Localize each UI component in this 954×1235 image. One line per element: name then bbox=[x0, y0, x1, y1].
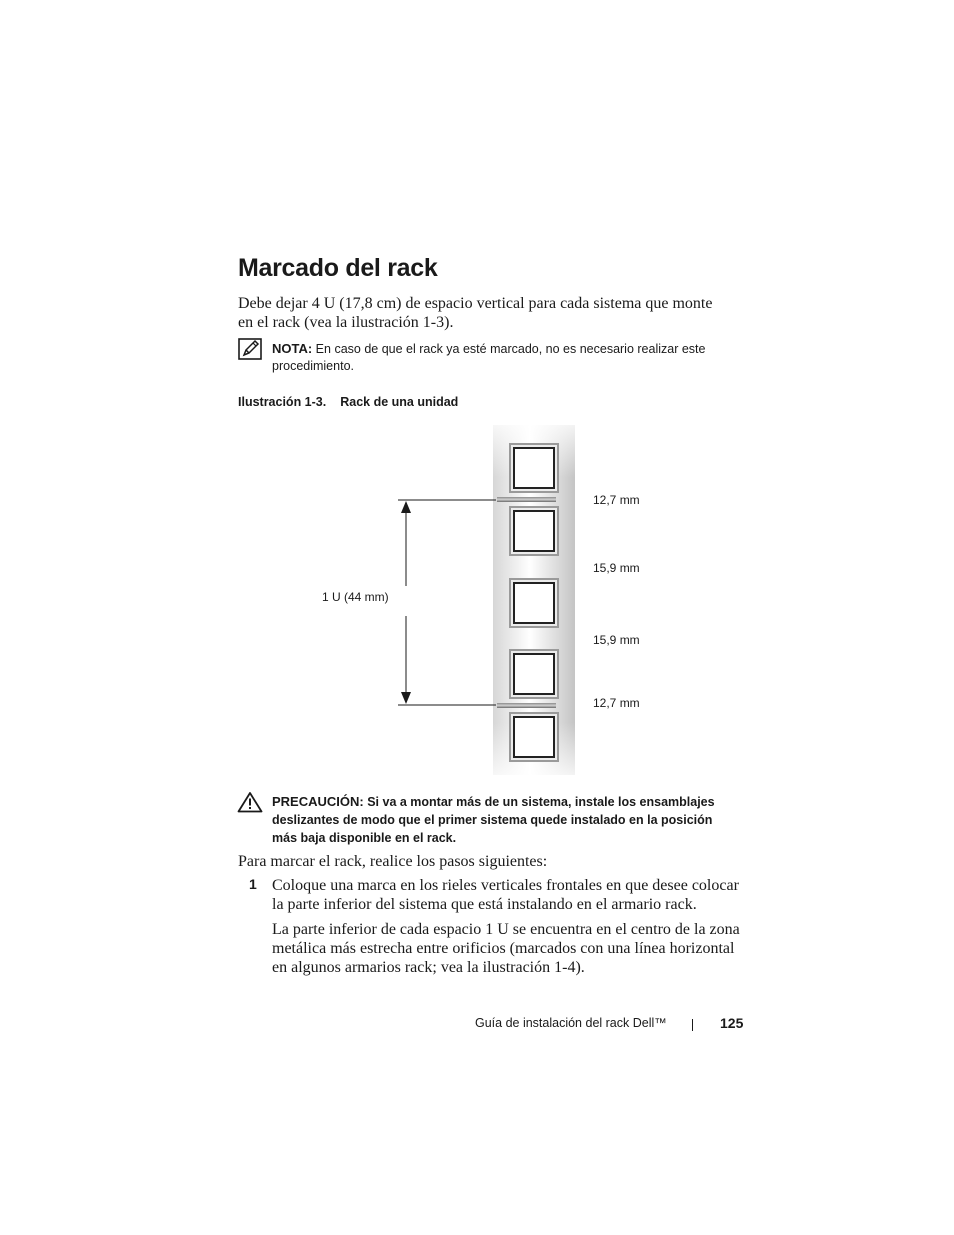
figure-title: Rack de una unidad bbox=[340, 395, 459, 409]
intro-line-2: en el rack (vea la ilustración 1-3). bbox=[238, 314, 454, 331]
steps-intro: Para marcar el rack, realice los pasos siguientes: bbox=[238, 853, 548, 870]
figure-number: Ilustración 1-3. bbox=[238, 395, 327, 409]
dimension-label-2: 15,9 mm bbox=[593, 561, 640, 575]
dimension-label-4: 12,7 mm bbox=[593, 696, 640, 710]
note-text-1: En caso de que el rack ya esté marcado, no es necesario realizar este bbox=[312, 342, 706, 356]
step-1-para-line-2: metálica más estrecha entre orificios (marcados con una línea horizontal bbox=[272, 940, 735, 957]
dimension-label-1: 12,7 mm bbox=[593, 493, 640, 507]
step-1-para-line-3: en algunos armarios rack; vea la ilustración 1-4). bbox=[272, 959, 585, 976]
rack-hole bbox=[510, 444, 558, 492]
rack-hole bbox=[510, 650, 558, 698]
caution-text-1: Si va a montar más de un sistema, instale los ensamblajes bbox=[363, 795, 715, 809]
rack-hole bbox=[510, 507, 558, 555]
caution-text-2: deslizantes de modo que el primer sistema quede instalado en la posición bbox=[272, 813, 713, 827]
unit-height-label: 1 U (44 mm) bbox=[322, 590, 389, 604]
rack-hole bbox=[510, 713, 558, 761]
arrowhead-down bbox=[401, 692, 411, 704]
note-block bbox=[272, 340, 742, 375]
caution-block bbox=[272, 793, 722, 847]
caution-label: PRECAUCIÓN: bbox=[272, 794, 364, 809]
step-1-text bbox=[272, 876, 742, 914]
step-1-line-2: la parte inferior del sistema que está instalando en el armario rack. bbox=[272, 896, 697, 913]
page-title: Marcado del rack bbox=[238, 254, 438, 282]
unit-mark-bottom bbox=[497, 703, 556, 708]
caution-text-3: más baja disponible en el rack. bbox=[272, 831, 457, 845]
rack-hole bbox=[510, 579, 558, 627]
arrowhead-up bbox=[401, 501, 411, 513]
intro-paragraph bbox=[238, 294, 738, 332]
unit-mark-top bbox=[497, 497, 556, 502]
note-text-2: procedimiento. bbox=[272, 359, 354, 373]
step-1-para-line-1: La parte inferior de cada espacio 1 U se encuentra en el centro de la zona bbox=[272, 921, 740, 938]
figure-caption bbox=[238, 395, 458, 409]
intro-line-1: Debe dejar 4 U (17,8 cm) de espacio vertical para cada sistema que monte bbox=[238, 295, 713, 312]
note-label: NOTA: bbox=[272, 341, 313, 356]
step-1-line-1: Coloque una marca en los rieles verticales frontales en que desee colocar bbox=[272, 877, 739, 894]
step-number: 1 bbox=[249, 876, 257, 892]
footer-guide-title: Guía de instalación del rack Dell™ bbox=[475, 1016, 667, 1030]
warning-triangle-icon bbox=[237, 791, 263, 813]
step-1-paragraph bbox=[272, 920, 742, 977]
footer-separator bbox=[692, 1019, 693, 1031]
pencil-note-icon bbox=[238, 338, 262, 360]
page-number: 125 bbox=[720, 1015, 744, 1031]
dimension-label-3: 15,9 mm bbox=[593, 633, 640, 647]
